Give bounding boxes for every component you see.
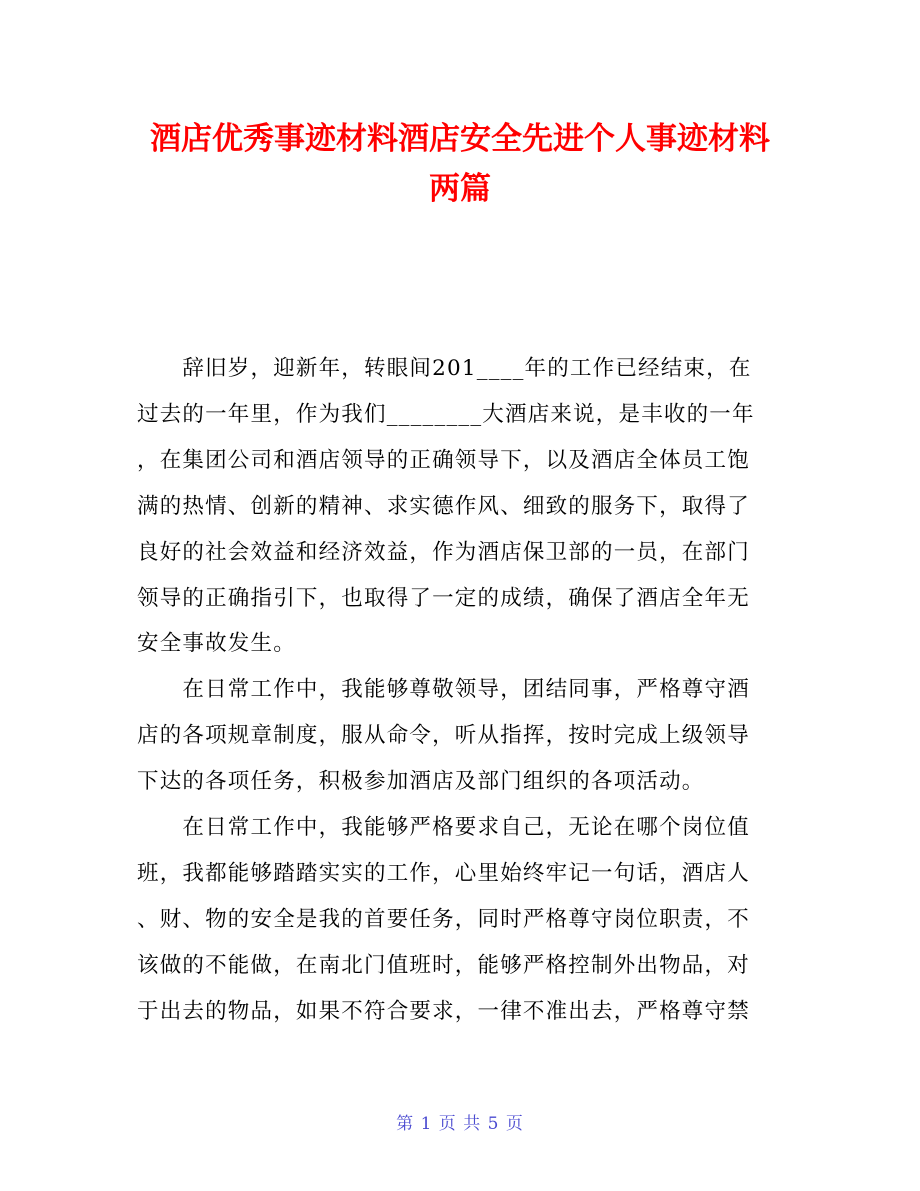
title-line-2: 两篇	[429, 171, 491, 207]
body-line: 良好的社会效益和经济效益，作为酒店保卫部的一员，在部门	[137, 539, 750, 565]
body-line: 店的各项规章制度，服从命令，听从指挥，按时完成上级领导	[137, 723, 750, 749]
body-line: 在日常工作中，我能够严格要求自己，无论在哪个岗位值	[137, 815, 750, 841]
title-line-1: 酒店优秀事迹材料酒店安全先进个人事迹材料	[150, 121, 770, 157]
body-line: 安全事故发生。	[137, 631, 296, 657]
body-line: 在日常工作中，我能够尊敬领导，团结同事，严格尊守酒	[137, 677, 750, 703]
body-line: 辞旧岁，迎新年，转眼间201____年的工作已经结束，在	[137, 356, 752, 381]
body-line: 过去的一年里，作为我们________大酒店来说，是丰收的一年	[137, 401, 755, 427]
document-title	[130, 114, 790, 214]
body-line: 满的热情、创新的精神、求实德作风、细致的服务下，取得了	[137, 493, 750, 519]
body-line: ，在集团公司和酒店领导的正确领导下，以及酒店全体员工饱	[137, 447, 750, 473]
body-line: 、财、物的安全是我的首要任务，同时严格尊守岗位职责，不	[137, 906, 750, 932]
body-line: 该做的不能做，在南北门值班时，能够严格控制外出物品，对	[137, 952, 750, 978]
document-body	[137, 346, 784, 1035]
body-line: 于出去的物品，如果不符合要求，一律不准出去，严格尊守禁	[137, 998, 750, 1024]
body-line: 领导的正确指引下，也取得了一定的成绩，确保了酒店全年无	[137, 585, 750, 611]
body-line: 下达的各项任务，积极参加酒店及部门组织的各项活动。	[137, 769, 705, 795]
page-number-footer: 第 1 页 共 5 页	[396, 1114, 524, 1134]
body-line: 班，我都能够踏踏实实的工作，心里始终牢记一句话，酒店人	[137, 860, 750, 886]
